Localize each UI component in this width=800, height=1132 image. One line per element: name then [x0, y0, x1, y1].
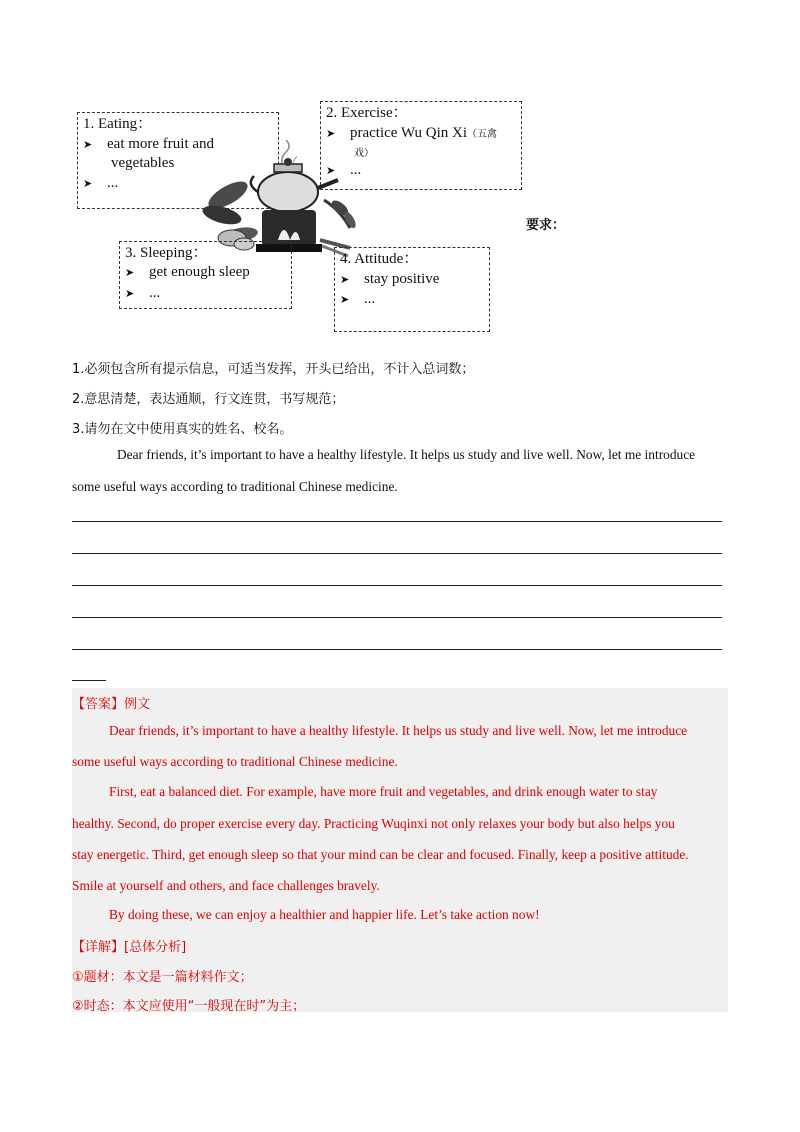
attitude-item-1: ➤ stay positive — [340, 271, 440, 287]
sleeping-item-2: ➤ ... — [125, 285, 161, 301]
exercise-item-1-cont: 戏） — [354, 148, 374, 159]
eating-item-1-cont: vegetables — [111, 155, 175, 171]
requirements-label: 要求： — [526, 218, 566, 233]
requirement-3: 3.请勿在文中使用真实的姓名、校名。 — [72, 422, 293, 437]
attitude-title: 4. Attitude： — [340, 251, 419, 267]
answer-line-1: Dear friends, it’s important to have a healthy lifestyle. It helps us study and live well. Now, let me introduce — [109, 723, 688, 738]
answer-line-2: some useful ways according to traditional Chinese medicine. — [72, 754, 398, 769]
writing-line — [72, 553, 722, 554]
answer-line-3: First, eat a balanced diet. For example, have more fruit and vegetables, and drink enough water to stay — [109, 784, 658, 799]
answer-line-6: Smile at yourself and others, and face challenges bravely. — [72, 878, 380, 893]
writing-line — [72, 521, 722, 522]
eating-item-2: ➤ ... — [83, 175, 119, 191]
arrow-bullet-icon: ➤ — [83, 177, 93, 190]
detail-item-2: ②时态：本文应使用“一般现在时”为主； — [72, 999, 306, 1014]
answer-line-4: healthy. Second, do proper exercise every day. Practicing Wuqinxi not only relaxes your body but also helps you — [72, 816, 675, 831]
detail-item-1: ①题材：本文是一篇材料作文； — [72, 970, 253, 985]
arrow-bullet-icon: ➤ — [340, 273, 350, 286]
answer-line-5: stay energetic. Third, get enough sleep so that your mind can be clear and focused. Finally, keep a positive attitude. — [72, 847, 689, 862]
answer-heading: 【答案】例文 — [72, 697, 151, 712]
arrow-bullet-icon: ➤ — [125, 266, 135, 279]
writing-line-short — [72, 680, 106, 681]
sleeping-item-1: ➤ get enough sleep — [125, 264, 250, 280]
arrow-bullet-icon: ➤ — [125, 287, 135, 300]
detail-heading: 【详解】[总体分析] — [72, 940, 187, 955]
arrow-bullet-icon: ➤ — [340, 293, 350, 306]
opening-line-2: some useful ways according to traditional Chinese medicine. — [72, 479, 398, 494]
sleeping-title: 3. Sleeping： — [125, 245, 208, 261]
sleeping-box — [119, 241, 292, 309]
exercise-item-1: ➤ practice Wu Qin Xi（五禽 — [326, 125, 497, 141]
opening-line-1: Dear friends, it’s important to have a healthy lifestyle. It helps us study and live well. Now, let me introduce — [117, 447, 696, 462]
writing-line — [72, 585, 722, 586]
arrow-bullet-icon: ➤ — [326, 127, 336, 140]
writing-line — [72, 617, 722, 618]
requirement-1: 1.必须包含所有提示信息，可适当发挥，开头已给出，不计入总词数； — [72, 362, 475, 377]
eating-item-1: ➤ eat more fruit and — [83, 136, 215, 152]
arrow-bullet-icon: ➤ — [326, 164, 336, 177]
exercise-title: 2. Exercise： — [326, 105, 408, 121]
writing-line — [72, 649, 722, 650]
eating-title: 1. Eating： — [83, 116, 153, 132]
answer-line-7: By doing these, we can enjoy a healthier and happier life. Let’s take action now! — [109, 907, 540, 922]
arrow-bullet-icon: ➤ — [83, 138, 93, 151]
attitude-box — [334, 247, 490, 332]
requirement-2: 2.意思清楚，表达通顺，行文连贯，书写规范； — [72, 392, 345, 407]
exercise-item-2: ➤ ... — [326, 162, 362, 178]
attitude-item-2: ➤ ... — [340, 291, 376, 307]
